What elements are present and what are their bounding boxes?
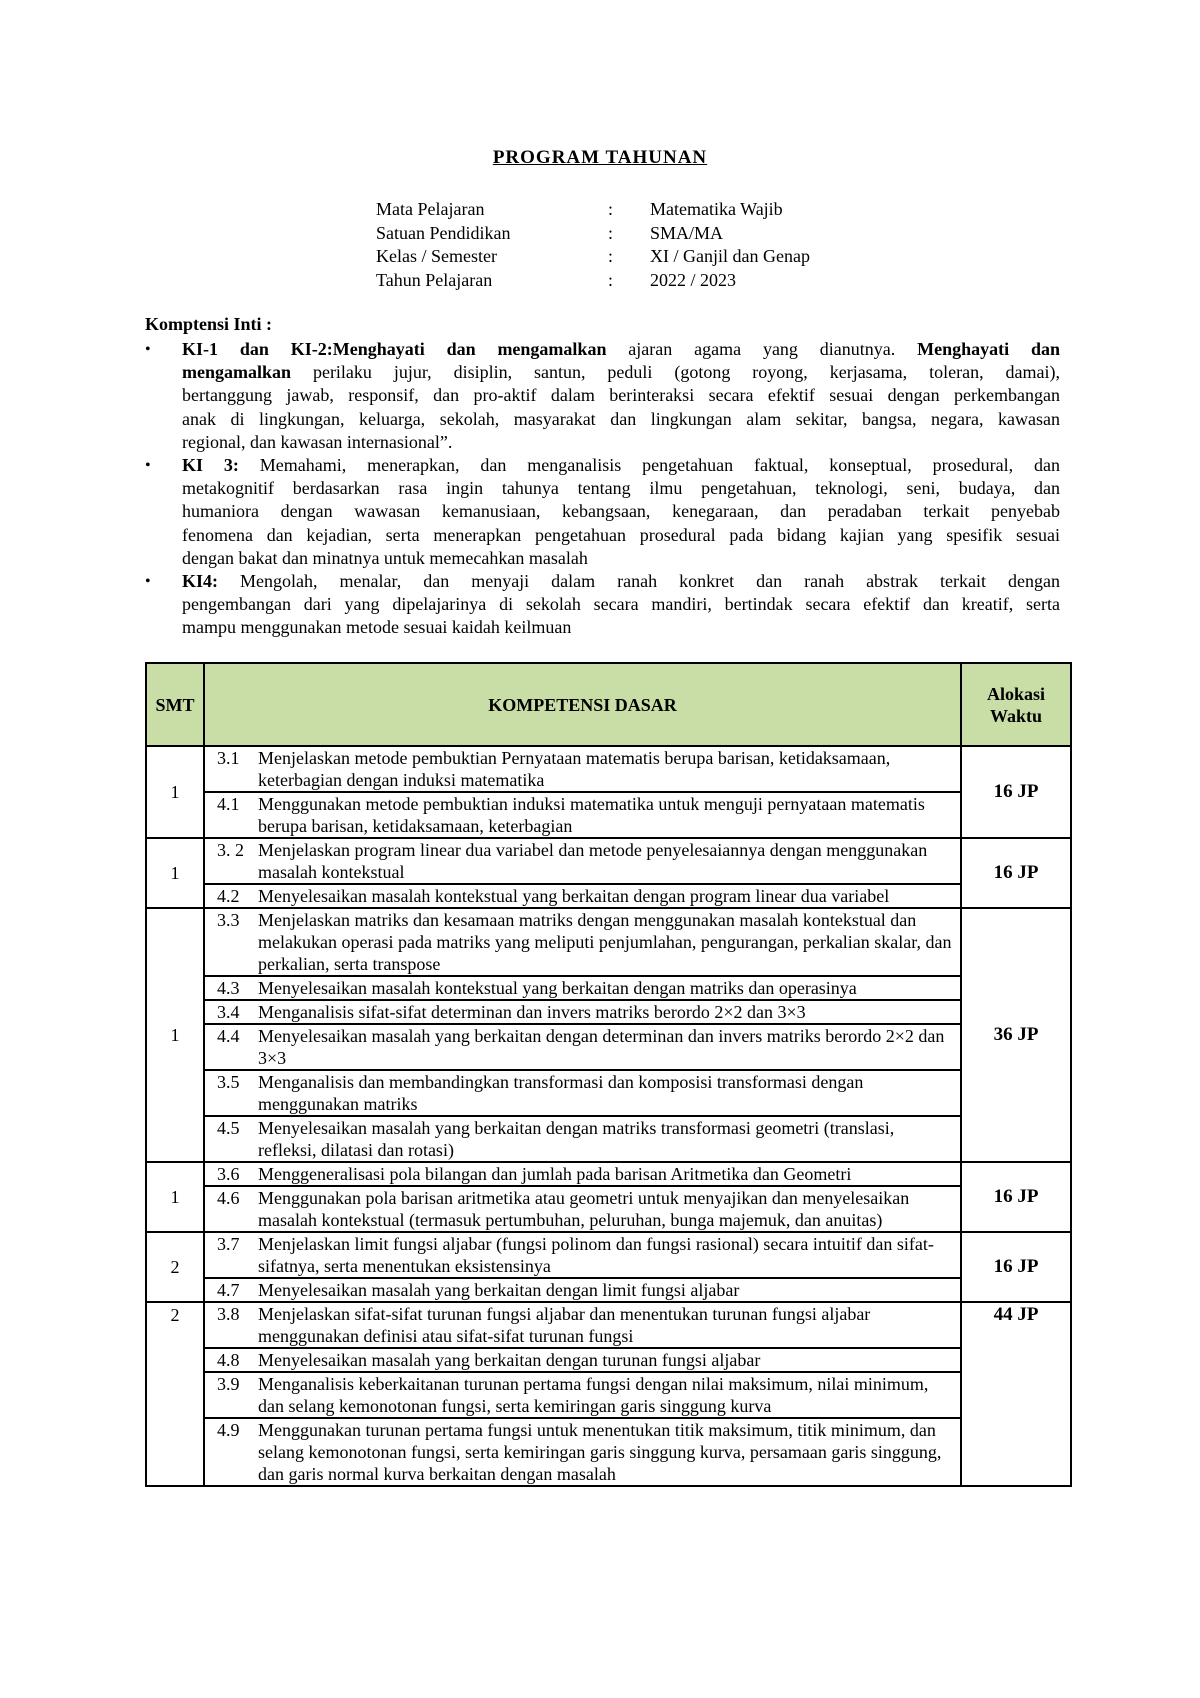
meta-value: SMA/MA — [650, 222, 724, 243]
table-row — [146, 1302, 1071, 1348]
kd-number: 4.5 — [217, 1118, 240, 1138]
kd-cell — [204, 1278, 961, 1302]
kd-cell — [204, 838, 961, 884]
ki-text: fenomena dan kejadian, serta menerapkan pengetahuan prosedural pada bidang kajian yang spesifik sesuai — [182, 524, 1060, 545]
kd-number: 3.5 — [217, 1072, 240, 1092]
kd-text: Menggunakan turunan pertama fungsi untuk menentukan titik maksimum, titik minimum, dan selang kemonotonan fungsi, serta kemiringan garis singgung kurva, persamaan garis singgung, dan garis normal kurva berkaitan dengan masalah — [258, 1420, 942, 1484]
meta-row — [376, 222, 910, 246]
ki-list — [145, 338, 1060, 640]
meta-colon: : — [608, 246, 614, 266]
kd-text: Menganalisis sifat-sifat determinan dan invers matriks berordo 2×2 dan 3×3 — [258, 1002, 806, 1022]
kd-cell — [204, 1116, 961, 1162]
kompetensi-dasar-table — [145, 662, 1072, 1487]
kd-number: 4.7 — [217, 1280, 240, 1300]
ki-text: Mengolah, menalar, dan menyaji dalam ranah konkret dan ranah abstrak terkait dengan — [218, 571, 1060, 592]
kd-item — [205, 885, 960, 907]
kd-text: Menyelesaikan masalah kontekstual yang berkaitan dengan matriks dan operasinya — [258, 978, 857, 998]
table-row — [146, 746, 1071, 792]
identity-block — [376, 198, 910, 292]
kd-number: 4.1 — [217, 794, 240, 814]
bullet-icon: • — [145, 573, 151, 591]
ki-bold-text: Menghayati dan — [917, 339, 1060, 359]
kd-number: 3.8 — [217, 1304, 240, 1324]
ki-text: bertanggung jawab, responsif, dan pro-aktif dalam berinteraksi secara efektif sesuai dengan perkembangan — [182, 385, 1060, 406]
meta-value: Matematika Wajib — [650, 199, 783, 219]
kd-text: Menganalisis dan membandingkan transformasi dan komposisi transformasi dengan menggunakan matriks — [258, 1072, 864, 1114]
kd-item — [205, 1025, 960, 1069]
table-row — [146, 1116, 1071, 1162]
ki-line — [182, 431, 1060, 454]
ki-text: metakognitif berdasarkan rasa ingin tahunya tentang ilmu pengetahuan, teknologi, seni, budaya, dan — [182, 478, 1060, 499]
table-row — [146, 1418, 1071, 1486]
table-row — [146, 1232, 1071, 1278]
kd-text: Menjelaskan limit fungsi aljabar (fungsi polinom dan fungsi rasional) secara intuitif dan sifat-sifatnya, serta menentukan eksistensinya — [258, 1234, 934, 1276]
meta-value: XI / Ganjil dan Genap — [650, 246, 810, 266]
ki-text: dengan bakat dan minatnya untuk memecahkan masalah — [182, 547, 588, 568]
ki-line — [182, 384, 1060, 407]
bullet-icon: • — [145, 341, 151, 358]
ki-item — [145, 570, 1060, 640]
kd-cell — [204, 1418, 961, 1486]
ki-text: mampu menggunakan metode sesuai kaidah keilmuan — [182, 617, 572, 638]
kd-number: 3. 2 — [217, 840, 244, 860]
kd-text: Menggeneralisasi pola bilangan dan jumlah pada barisan Aritmetika dan Geometri — [258, 1164, 852, 1184]
kd-text: Menyelesaikan masalah yang berkaitan dengan limit fungsi aljabar — [258, 1280, 740, 1300]
meta-label: Satuan Pendidikan — [376, 222, 511, 243]
alokasi-waktu-cell: 16 JP — [961, 1162, 1071, 1232]
table-row — [146, 884, 1071, 908]
semester-cell: 1 — [146, 838, 204, 908]
meta-row — [376, 198, 910, 222]
kd-item — [205, 747, 960, 791]
kd-item — [205, 1279, 960, 1301]
kd-text: Menjelaskan metode pembuktian Pernyataan matematis berupa barisan, ketidaksamaan, keterbagian dengan induksi matematika — [258, 748, 891, 790]
kd-item — [205, 1187, 960, 1231]
alokasi-waktu-cell: 44 JP — [961, 1302, 1071, 1486]
kd-cell — [204, 1348, 961, 1372]
table-row — [146, 838, 1071, 884]
table-row — [146, 1070, 1071, 1116]
kd-text: Menyelesaikan masalah yang berkaitan dengan turunan fungsi aljabar — [258, 1350, 761, 1370]
semester-cell: 2 — [146, 1232, 204, 1302]
ki-line — [182, 570, 1060, 593]
ki-line — [182, 477, 1060, 500]
meta-label: Kelas / Semester — [376, 246, 497, 266]
meta-row — [376, 245, 910, 269]
alokasi-waktu-cell: 16 JP — [961, 838, 1071, 908]
header-smt: SMT — [146, 663, 204, 746]
kd-item — [205, 1117, 960, 1161]
kd-number: 3.3 — [217, 910, 240, 930]
kd-cell — [204, 1232, 961, 1278]
kd-cell — [204, 908, 961, 976]
kd-number: 4.8 — [217, 1350, 240, 1370]
ki-text: perilaku jujur, disiplin, santun, peduli (gotong royong, kerjasama, toleran, damai), — [291, 362, 1060, 383]
ki-text: ajaran agama yang dianutnya. — [606, 339, 918, 359]
kd-text: Menjelaskan matriks dan kesamaan matriks dengan menggunakan masalah kontekstual dan melakukan operasi pada matriks yang meliputi penjumlahan, pengurangan, perkalian skalar, dan perkalian, serta transpose — [258, 910, 952, 974]
ki-line — [182, 500, 1060, 523]
kd-text: Menganalisis keberkaitanan turunan pertama fungsi dengan nilai maksimum, nilai minimum, dan selang kemonotonan fungsi, serta kemiringan garis singgung kurva — [258, 1374, 929, 1416]
kd-item — [205, 839, 960, 883]
ki-line — [182, 408, 1060, 431]
ki-line — [182, 593, 1060, 616]
kd-item — [205, 909, 960, 975]
kd-item — [205, 1001, 960, 1023]
page-title: PROGRAM TAHUNAN — [492, 147, 708, 168]
ki-text: anak di lingkungan, keluarga, sekolah, masyarakat dan lingkungan alam sekitar, bangsa, negara, kawasan — [182, 408, 1060, 429]
alokasi-waktu-cell: 36 JP — [961, 908, 1071, 1162]
ki-text: humaniora dengan wawasan kemanusiaan, kebangsaan, kenegaraan, dan peradaban terkait penyebab — [182, 501, 1060, 522]
kd-cell — [204, 884, 961, 908]
meta-colon: : — [608, 269, 614, 290]
ki-bold-text: KI4: — [182, 571, 218, 592]
ki-item — [145, 454, 1060, 570]
ki-line — [182, 454, 1060, 477]
kd-cell — [204, 1024, 961, 1070]
table-row — [146, 1348, 1071, 1372]
ki-bold-text: mengamalkan — [182, 362, 292, 383]
table-row — [146, 976, 1071, 1000]
alokasi-waktu-cell: 16 JP — [961, 746, 1071, 838]
kd-cell — [204, 1070, 961, 1116]
ki-line — [182, 524, 1060, 547]
semester-cell: 1 — [146, 1162, 204, 1232]
kd-item — [205, 1373, 960, 1417]
table-row — [146, 1372, 1071, 1418]
kd-item — [205, 977, 960, 999]
kd-item — [205, 793, 960, 837]
kd-number: 3.4 — [217, 1002, 240, 1022]
kd-text: Menyelesaikan masalah kontekstual yang berkaitan dengan program linear dua variabel — [258, 886, 890, 906]
kd-number: 3.1 — [217, 748, 240, 768]
kd-cell — [204, 1372, 961, 1418]
kd-cell — [204, 1186, 961, 1232]
meta-label: Mata Pelajaran — [376, 199, 485, 219]
kd-cell — [204, 746, 961, 792]
kd-cell — [204, 792, 961, 838]
kd-item — [205, 1349, 960, 1371]
meta-colon: : — [608, 222, 614, 243]
kd-text: Menjelaskan program linear dua variabel dan metode penyelesaiannya dengan menggunakan masalah kontekstual — [258, 840, 928, 882]
kd-cell — [204, 1000, 961, 1024]
kd-text: Menyelesaikan masalah yang berkaitan dengan matriks transformasi geometri (translasi, refleksi, dilatasi dan rotasi) — [258, 1118, 895, 1160]
meta-label: Tahun Pelajaran — [376, 269, 493, 290]
semester-cell: 1 — [146, 746, 204, 838]
kd-cell — [204, 1162, 961, 1186]
kd-number: 4.9 — [217, 1420, 240, 1440]
kd-text: Menyelesaikan masalah yang berkaitan dengan determinan dan invers matriks berordo 2×2 dan 3×3 — [258, 1026, 945, 1068]
kd-number: 4.3 — [217, 978, 240, 998]
table-row — [146, 1278, 1071, 1302]
ki-heading: Komptensi Inti : — [145, 314, 273, 334]
alokasi-waktu-cell: 16 JP — [961, 1232, 1071, 1302]
ki-text: pengembangan dari yang dipelajarinya di sekolah secara mandiri, bertindak secara efektif dan kreatif, serta — [182, 594, 1060, 615]
kd-cell — [204, 1302, 961, 1348]
ki-bold-text: KI 3: — [182, 455, 239, 476]
table-row — [146, 1186, 1071, 1232]
ki-line — [182, 616, 1060, 639]
meta-colon: : — [608, 199, 614, 219]
kd-number: 4.6 — [217, 1188, 240, 1208]
ki-line — [182, 547, 1060, 570]
ki-line — [182, 338, 1060, 361]
header-kompetensi-dasar: KOMPETENSI DASAR — [204, 663, 961, 746]
ki-text: Memahami, menerapkan, dan menganalisis pengetahuan faktual, konseptual, prosedural, dan — [238, 455, 1061, 476]
ki-item — [145, 338, 1060, 454]
kd-text: Menjelaskan sifat-sifat turunan fungsi aljabar dan menentukan turunan fungsi aljabar menggunakan definisi atau sifat-sifat turunan fungsi — [258, 1304, 871, 1346]
kd-number: 4.2 — [217, 886, 240, 906]
kd-cell — [204, 976, 961, 1000]
table-row — [146, 792, 1071, 838]
kd-number: 3.6 — [217, 1164, 240, 1184]
kd-number: 3.7 — [217, 1234, 240, 1254]
meta-row — [376, 269, 910, 293]
semester-cell: 1 — [146, 908, 204, 1162]
kd-text: Menggunakan metode pembuktian induksi matematika untuk menguji pernyataan matematis berupa barisan, ketidaksamaan, keterbagian — [258, 794, 925, 836]
meta-value: 2022 / 2023 — [650, 269, 737, 290]
kd-text: Menggunakan pola barisan aritmetika atau geometri untuk menyajikan dan menyelesaikan masalah kontekstual (termasuk pertumbuhan, peluruhan, bunga majemuk, dan anuitas) — [258, 1188, 910, 1230]
table-row — [146, 908, 1071, 976]
table-row — [146, 1000, 1071, 1024]
kd-item — [205, 1163, 960, 1185]
header-alokasi-waktu: Alokasi Waktu — [961, 663, 1071, 746]
table-row — [146, 1162, 1071, 1186]
bullet-icon: • — [145, 457, 151, 475]
kd-item — [205, 1303, 960, 1347]
table-row — [146, 1024, 1071, 1070]
table-header-row — [146, 663, 1071, 746]
ki-text: regional, dan kawasan internasional”. — [182, 431, 453, 452]
kd-item — [205, 1071, 960, 1115]
kd-item — [205, 1419, 960, 1485]
kd-item — [205, 1233, 960, 1277]
ki-line — [182, 361, 1060, 384]
semester-cell: 2 — [146, 1302, 204, 1486]
kd-number: 4.4 — [217, 1026, 240, 1046]
ki-bold-text: KI-1 dan KI-2:Menghayati dan mengamalkan — [182, 339, 607, 359]
kd-number: 3.9 — [217, 1374, 240, 1394]
